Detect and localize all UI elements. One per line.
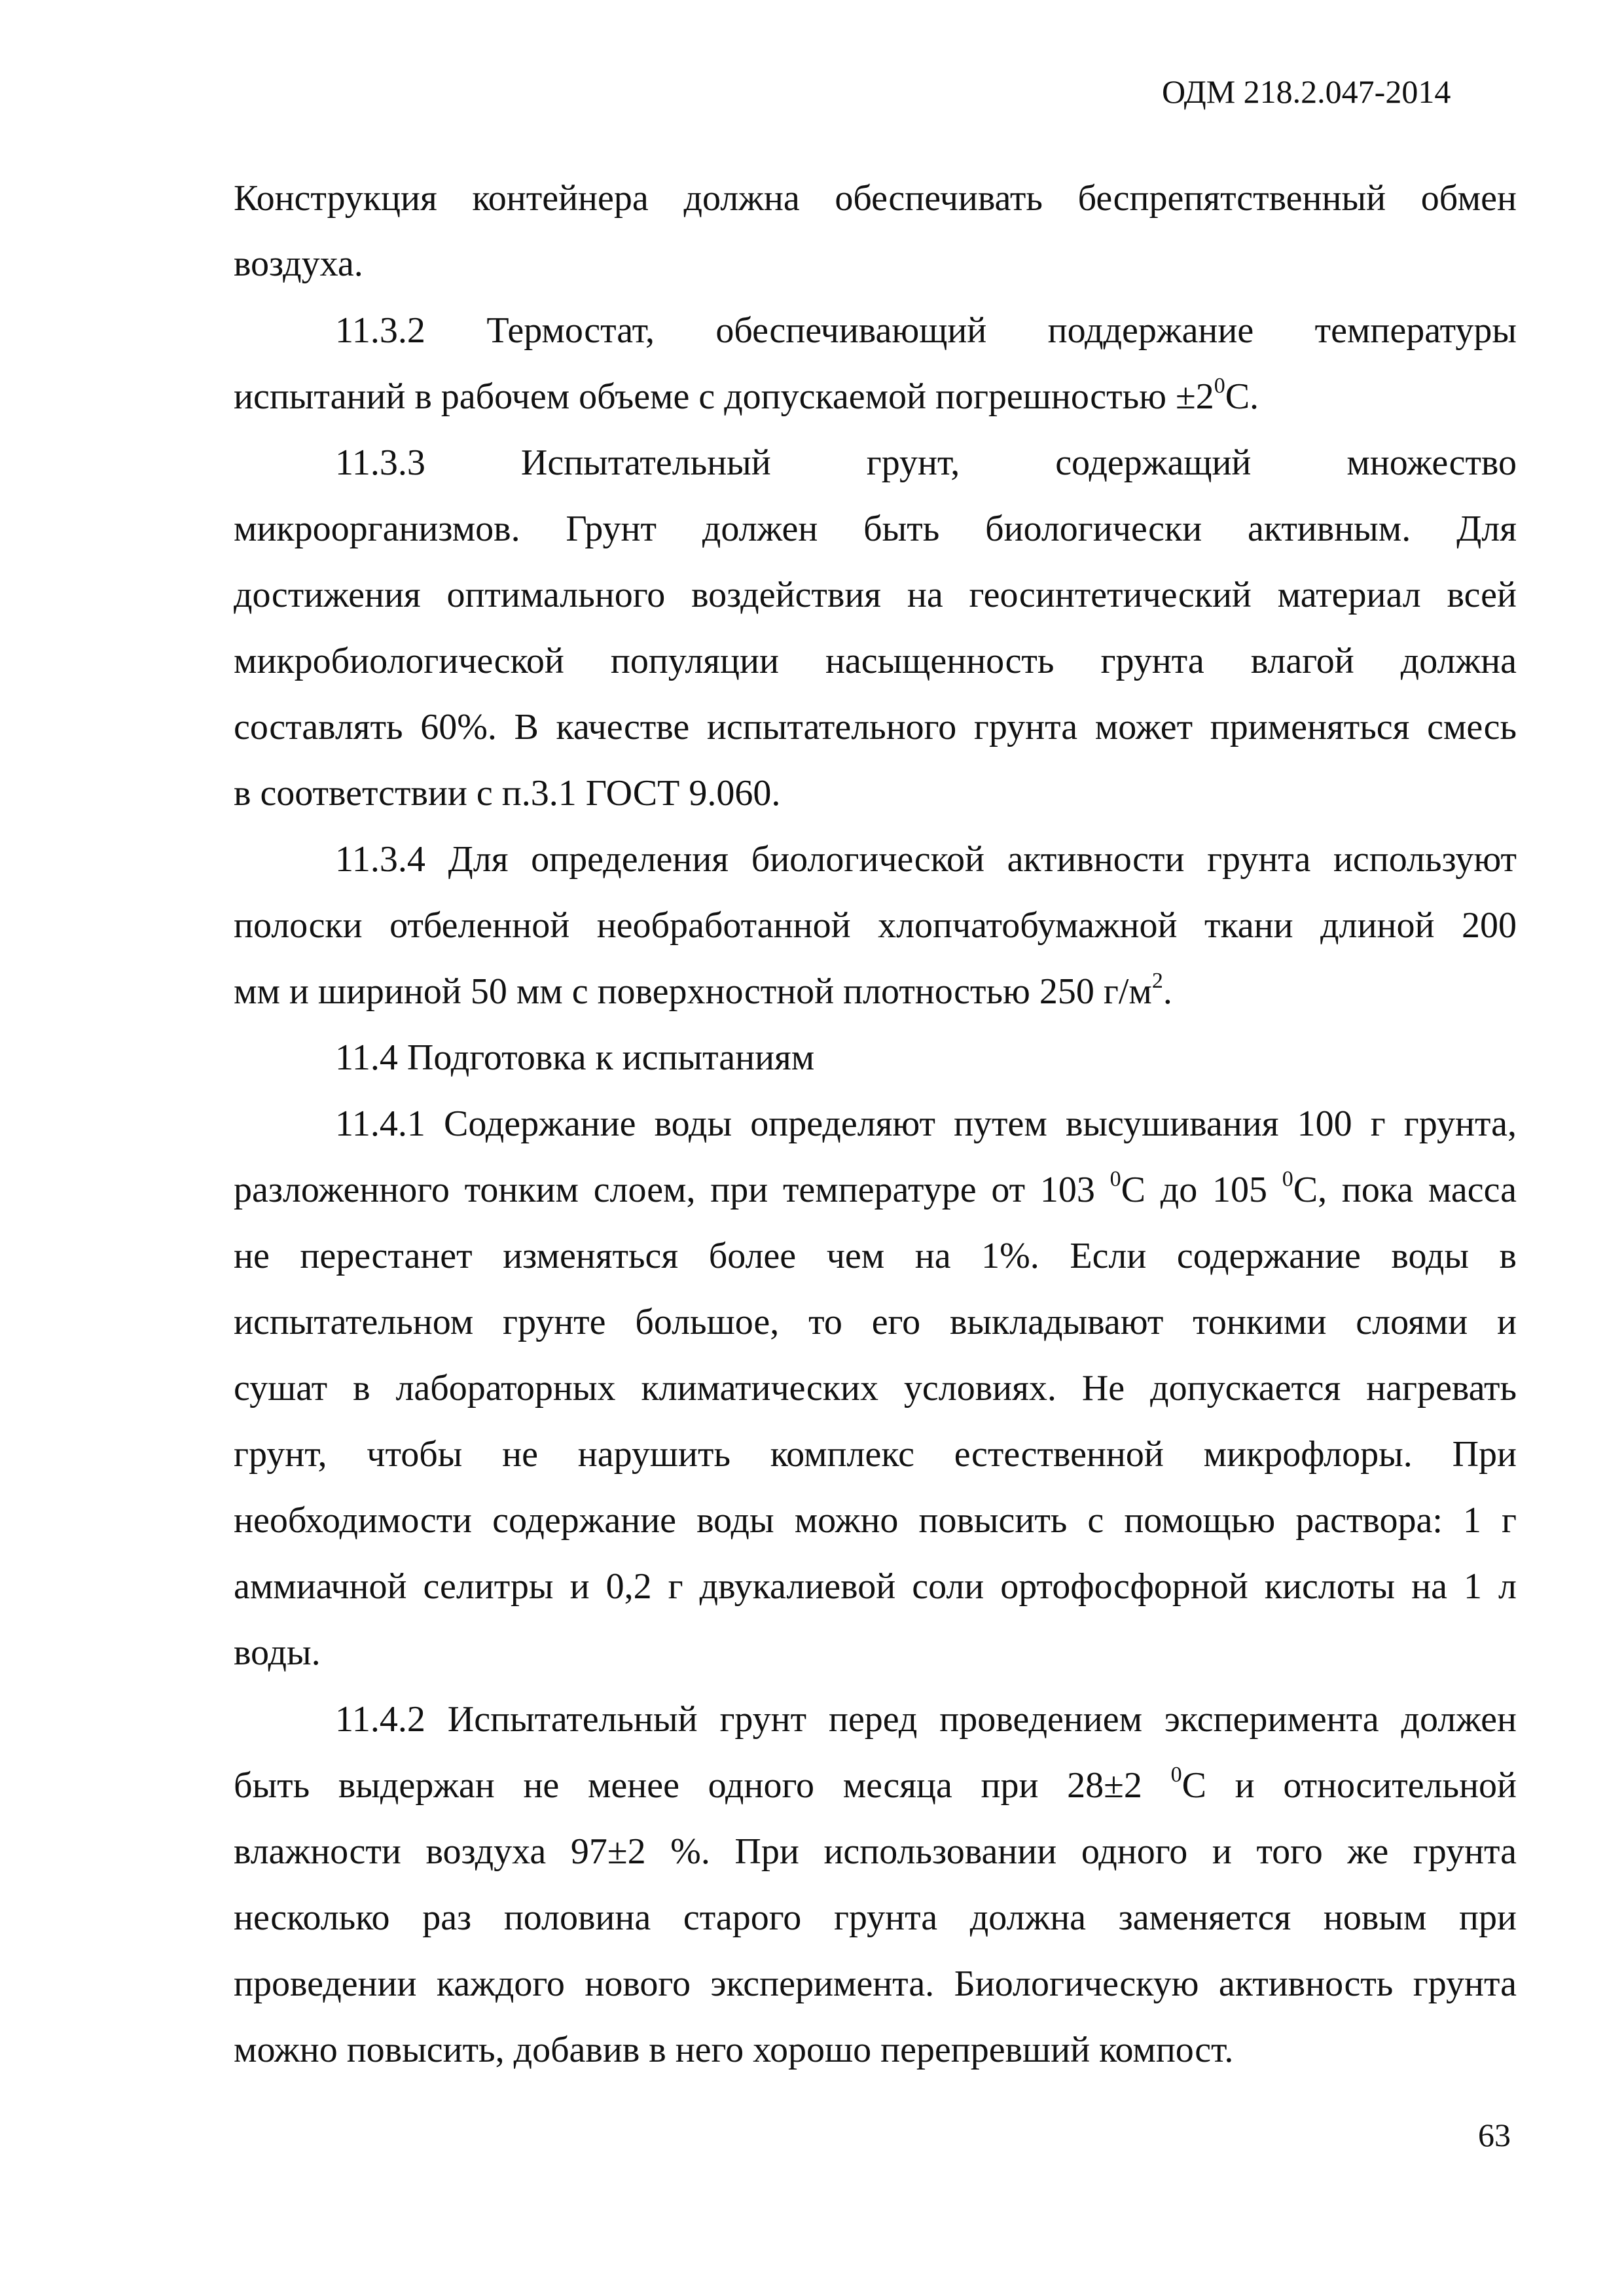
text-run: С до 105 <box>1121 1170 1282 1210</box>
superscript: 0 <box>1170 1763 1182 1787</box>
text-run: необходимости содержание воды можно повысить с помощью раствора: 1 г <box>234 1500 1517 1541</box>
page-number: 63 <box>1478 2117 1511 2153</box>
text-line <box>234 1433 1517 1476</box>
text-run: испытательном грунте большое, то его выкладывают тонкими слоями и <box>234 1302 1517 1342</box>
text-run: быть выдержан не менее одного месяца при 28±2 <box>234 1765 1171 1806</box>
text-run: не перестанет изменяться более чем на 1%. Если содержание воды в <box>234 1236 1517 1276</box>
text-line <box>234 1499 1517 1542</box>
text-line <box>335 1698 1517 1741</box>
superscript: 0 <box>1110 1167 1121 1191</box>
text-line <box>234 2028 1233 2072</box>
text-line <box>234 1300 1517 1344</box>
text-run: микроорганизмов. Грунт должен быть биологически активным. Для <box>234 509 1517 549</box>
text-run: мм и шириной 50 мм с поверхностной плотностью 250 г/м <box>234 971 1152 1012</box>
text-run: в соответствии с п.3.1 ГОСТ 9.060. <box>234 773 781 814</box>
text-line <box>335 1036 814 1079</box>
text-run: составлять 60%. В качестве испытательного грунта может применяться смесь <box>234 707 1517 747</box>
text-line <box>234 1896 1517 1939</box>
text-run: достижения оптимального воздействия на геосинтетический материал всей <box>234 575 1517 615</box>
text-run: разложенного тонким слоем, при температуре от 103 <box>234 1170 1110 1210</box>
text-run: проведении каждого нового эксперимента. Биологическую активность грунта <box>234 1964 1517 2004</box>
text-run: Конструкция контейнера должна обеспечивать беспрепятственный обмен <box>234 178 1517 219</box>
text-run: сушат в лабораторных климатических условиях. Не допускается нагревать <box>234 1368 1517 1408</box>
text-line <box>234 1367 1517 1410</box>
text-line <box>234 242 363 285</box>
text-run: . <box>1163 971 1172 1012</box>
text-run: воды. <box>234 1632 321 1673</box>
text-line <box>335 1102 1517 1145</box>
text-line <box>234 639 1517 683</box>
text-line <box>234 507 1517 550</box>
text-line <box>234 573 1517 617</box>
text-line <box>234 706 1517 749</box>
text-run: воздуха. <box>234 243 363 284</box>
text-line <box>234 1764 1517 1807</box>
text-run: полоски отбеленной необработанной хлопчатобумажной ткани длиной 200 <box>234 905 1517 946</box>
text-line <box>234 970 1172 1013</box>
text-run: аммиачной селитры и 0,2 г двукалиевой соли ортофосфорной кислоты на 1 л <box>234 1566 1517 1607</box>
text-run: влажности воздуха 97±2 %. При использовании одного и того же грунта <box>234 1831 1517 1872</box>
text-run: 11.3.2 Термостат, обеспечивающий поддержание температуры <box>335 310 1517 351</box>
text-line <box>234 1565 1517 1608</box>
text-run: 11.4.2 Испытательный грунт перед проведением эксперимента должен <box>335 1699 1517 1740</box>
text-run: 11.4.1 Содержание воды определяют путем высушивания 100 г грунта, <box>335 1103 1517 1144</box>
text-line <box>234 1830 1517 1873</box>
superscript: 0 <box>1214 374 1225 398</box>
text-run: 11.3.3 Испытательный грунт, содержащий множество <box>335 442 1517 483</box>
text-line <box>234 1168 1517 1211</box>
text-line <box>335 838 1517 881</box>
text-run: 11.4 Подготовка к испытаниям <box>335 1037 815 1078</box>
text-run: испытаний в рабочем объеме с допускаемой погрешностью ±2 <box>234 376 1214 417</box>
text-line <box>234 375 1259 418</box>
text-line <box>234 1962 1517 2005</box>
text-line <box>335 309 1517 352</box>
text-line <box>234 772 780 815</box>
text-run: 11.3.4 Для определения биологической активности грунта используют <box>335 839 1517 880</box>
text-line <box>234 904 1517 947</box>
text-run: можно повысить, добавив в него хорошо перепревший компост. <box>234 2030 1234 2070</box>
text-line <box>234 177 1517 220</box>
text-line <box>234 1234 1517 1278</box>
superscript: 2 <box>1151 969 1163 993</box>
text-run: С и относительной <box>1182 1765 1517 1806</box>
text-line <box>234 1631 321 1674</box>
text-line <box>335 441 1517 484</box>
superscript: 0 <box>1282 1167 1293 1191</box>
text-run: несколько раз половина старого грунта должна заменяется новым при <box>234 1897 1517 1938</box>
text-run: С, пока масса <box>1293 1170 1517 1210</box>
text-run: микробиологической популяции насыщенность грунта влагой должна <box>234 641 1517 681</box>
document-code-header: ОДМ 218.2.047-2014 <box>1162 73 1451 110</box>
text-run: грунт, чтобы не нарушить комплекс естественной микрофлоры. При <box>234 1434 1517 1475</box>
text-run: С. <box>1225 376 1259 417</box>
